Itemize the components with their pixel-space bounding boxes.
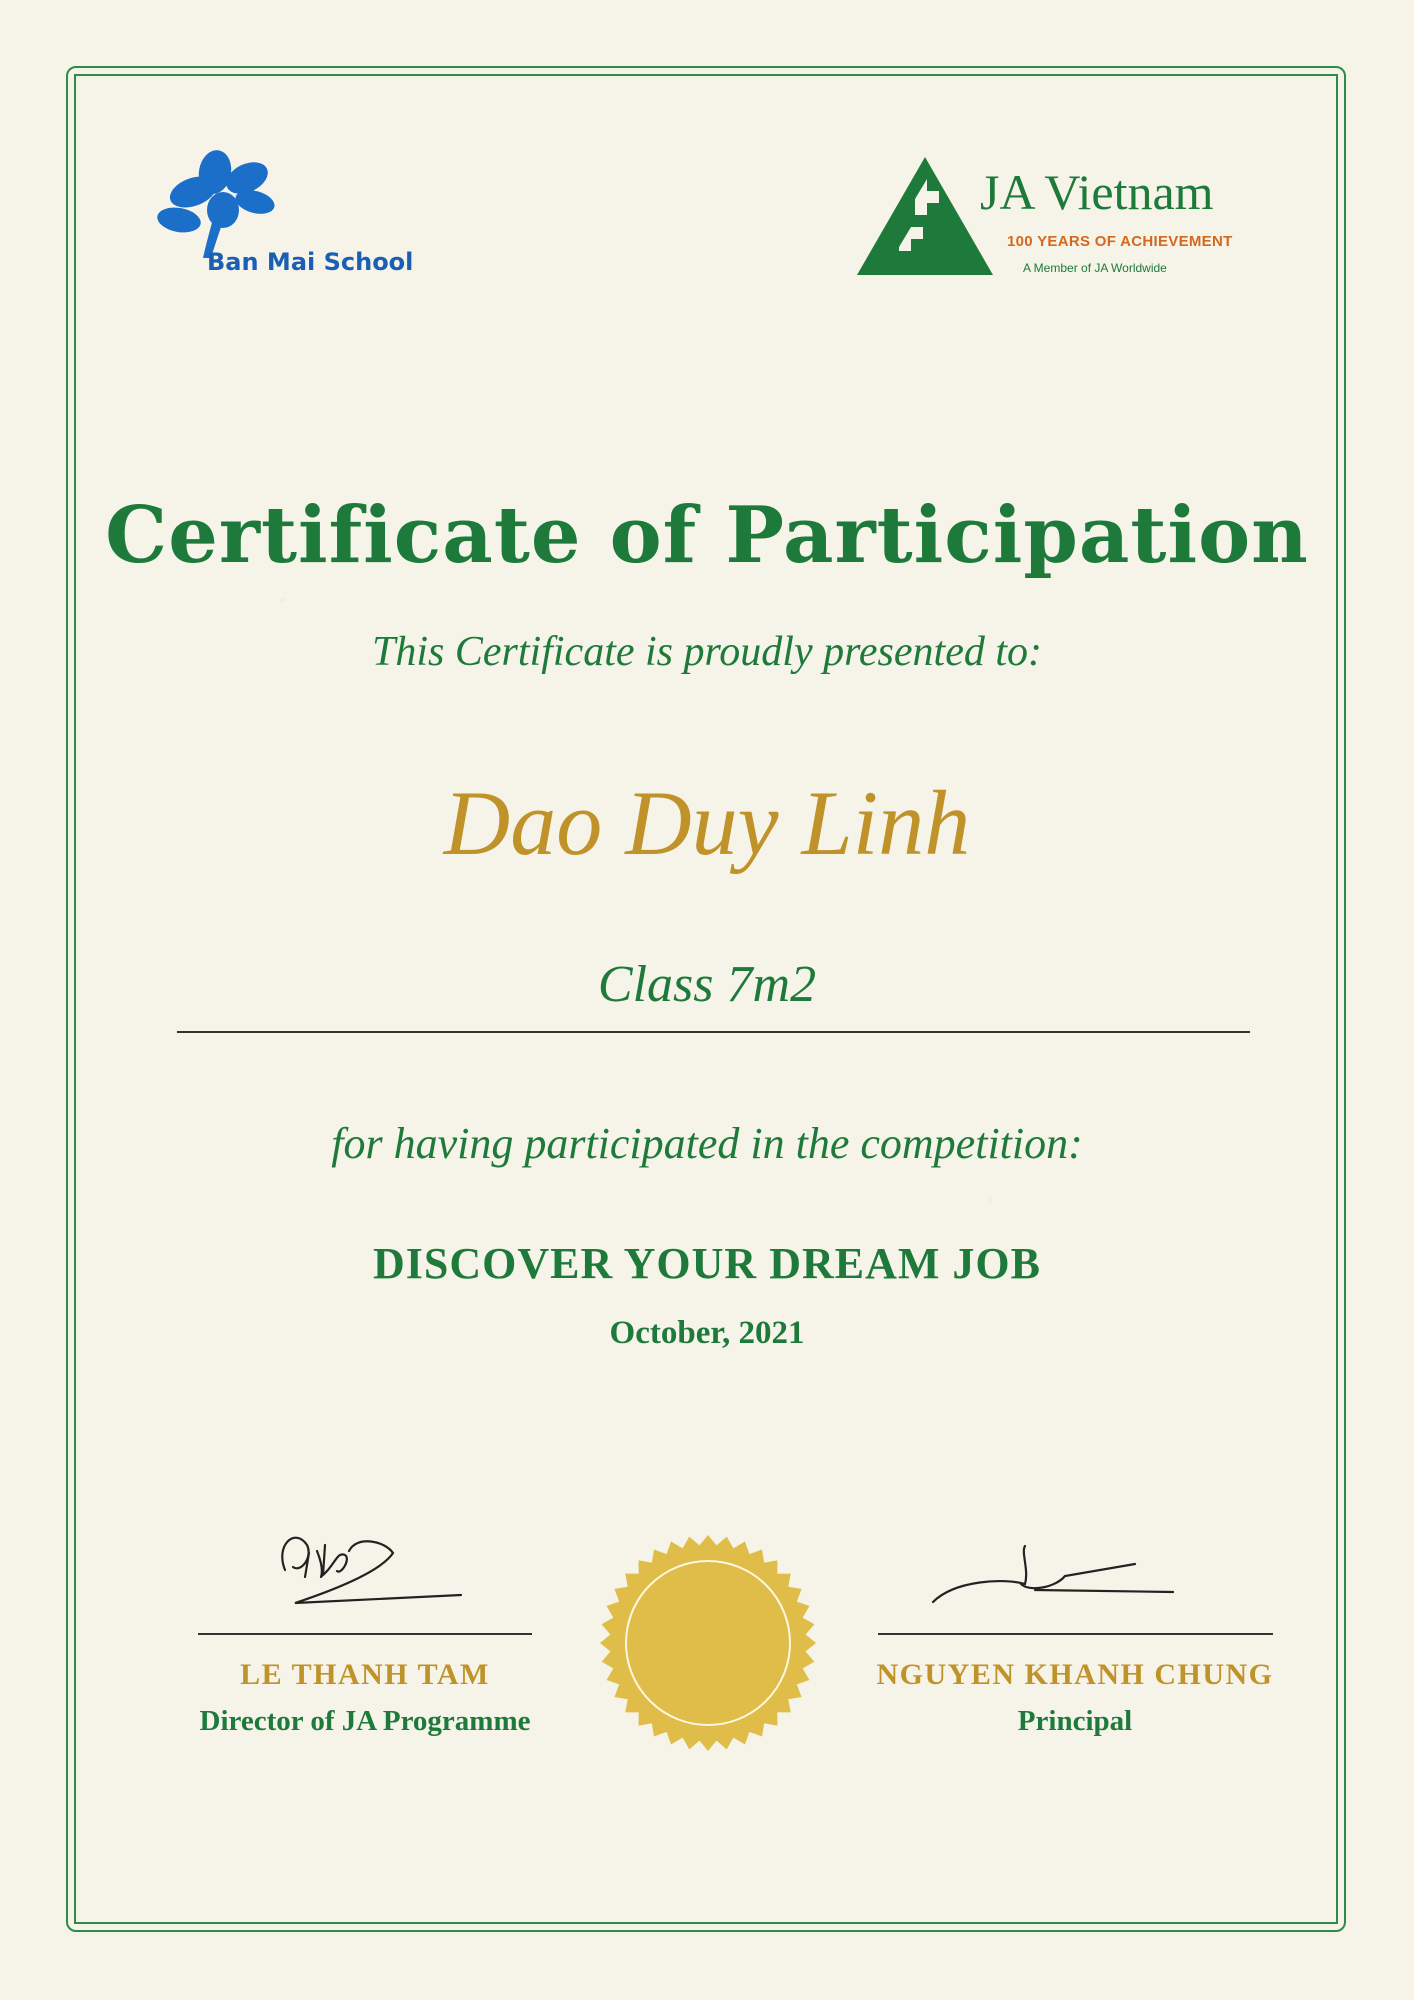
ja-triangle-icon xyxy=(855,155,995,277)
recipient-class: Class 7m2 xyxy=(597,956,817,1013)
ban-mai-school-text: Ban Mai School xyxy=(207,248,414,276)
ja-vietnam-member: A Member of JA Worldwide xyxy=(1023,261,1167,275)
ja-vietnam-tagline: 100 YEARS OF ACHIEVEMENT xyxy=(1007,233,1233,250)
recipient-name: Dao Duy Linh xyxy=(443,772,971,874)
participation-reason: for having participated in the competition: xyxy=(331,1119,1083,1168)
competition-name: DISCOVER YOUR DREAM JOB xyxy=(373,1239,1041,1288)
certificate-subtitle: This Certificate is proudly presented to: xyxy=(372,629,1042,675)
signature-line-left xyxy=(198,1633,532,1635)
signatory-name-right: NGUYEN KHANH CHUNG xyxy=(876,1658,1274,1691)
signatory-role-left: Director of JA Programme xyxy=(199,1705,531,1737)
certificate-title: Certificate of Participation xyxy=(105,490,1309,581)
signatory-role-right: Principal xyxy=(1017,1705,1133,1737)
flower-icon xyxy=(155,150,325,260)
ban-mai-school-logo xyxy=(155,150,455,290)
ja-vietnam-logo xyxy=(855,155,1275,285)
ja-vietnam-title: JA Vietnam xyxy=(980,164,1214,220)
signature-right xyxy=(925,1540,1185,1610)
gold-seal-icon xyxy=(598,1533,818,1753)
signature-line-right xyxy=(878,1633,1273,1635)
signatory-name-left: LE THANH TAM xyxy=(240,1658,490,1691)
competition-date: October, 2021 xyxy=(609,1315,805,1351)
signature-left xyxy=(265,1515,475,1630)
name-divider xyxy=(177,1031,1250,1033)
